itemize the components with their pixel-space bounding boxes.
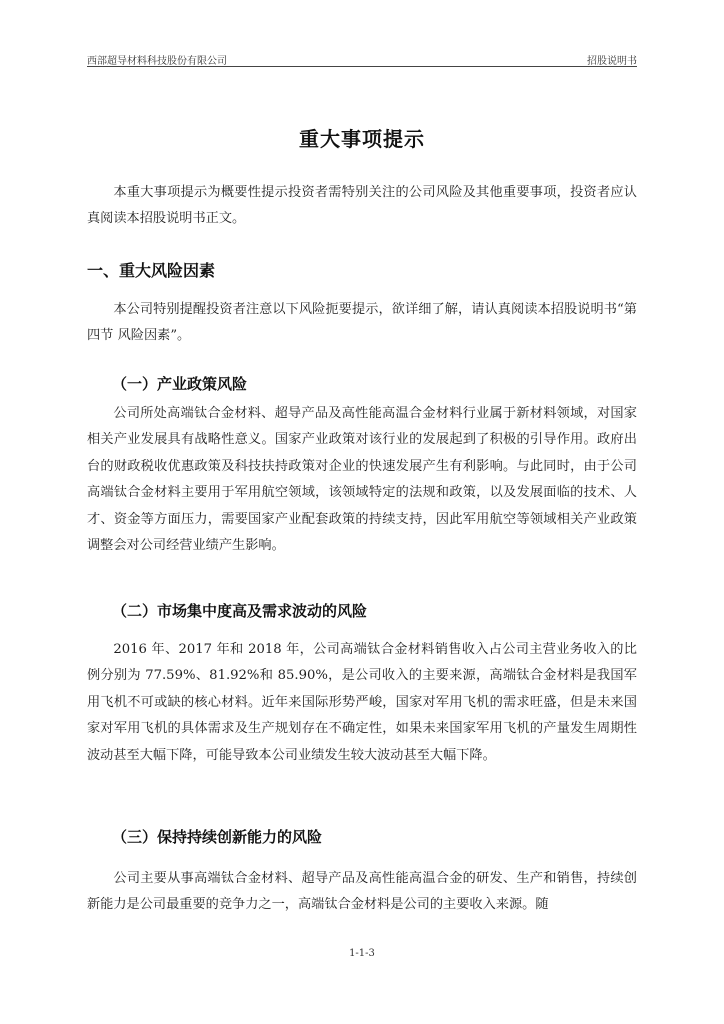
subsection-heading-market-concentration-risk: （二）市场集中度高及需求波动的风险 <box>112 602 368 620</box>
page-header <box>87 48 637 66</box>
header-company-name: 西部超导材料科技股份有限公司 <box>87 56 227 67</box>
subsection-body-innovation-risk: 公司主要从事高端钛合金材料、超导产品及高性能高温合金的研发、生产和销售，持续创新能力是公司最重要的竞争力之一，高端钛合金材料是公司的主要收入来源。随 <box>87 871 637 913</box>
header-document-type: 招股说明书 <box>587 56 637 67</box>
subsection-body-market-concentration-risk: 2016 年、2017 年和 2018 年，公司高端钛合金材料销售收入占公司主营业务收入的比例分别为 77.59%、81.92%和 85.90%，是公司收入的主要来源，高端钛合金材料是我国军用飞机不可或缺的核心材料。近年来国际形势严峻，国家对军用飞机的需求旺盛，但是未来国家对军用飞机的具体需求及生产规划存在不确定性，如果未来国家军用飞机的产量发生周期性波动甚至大幅下降，可能导致本公司业绩发生较大波动甚至大幅下降。 <box>87 642 637 763</box>
subsection-body-policy-risk: 公司所处高端钛合金材料、超导产品及高性能高温合金材料行业属于新材料领域，对国家相关产业发展具有战略性意义。国家产业政策对该行业的发展起到了积极的引导作用。政府出台的财政税收优惠政策及科技扶持政策对企业的快速发展产生有利影响。与此同时，由于公司高端钛合金材料主要用于军用航空领域，该领域特定的法规和政策，以及发展面临的技术、人才、资金等方面压力，需要国家产业配套政策的持续支持，因此军用航空等领域相关产业政策调整会对公司经营业绩产生影响。 <box>87 406 637 554</box>
page-number: 1-1-3 <box>349 948 375 959</box>
subsection-heading-innovation-risk: （三）保持持续创新能力的风险 <box>112 828 323 846</box>
intro-paragraph: 本重大事项提示为概要性提示投资者需特别关注的公司风险及其他重要事项，投资者应认真阅读本招股说明书正文。 <box>87 185 637 227</box>
header-divider <box>87 66 637 67</box>
subsection-heading-policy-risk: （一）产业政策风险 <box>112 375 248 393</box>
page-title: 重大事项提示 <box>299 127 425 151</box>
section-heading-major-risks: 一、重大风险因素 <box>87 261 216 280</box>
section-intro-paragraph: 本公司特别提醒投资者注意以下风险扼要提示，欲详细了解，请认真阅读本招股说明书“第四节 风险因素”。 <box>87 302 637 344</box>
